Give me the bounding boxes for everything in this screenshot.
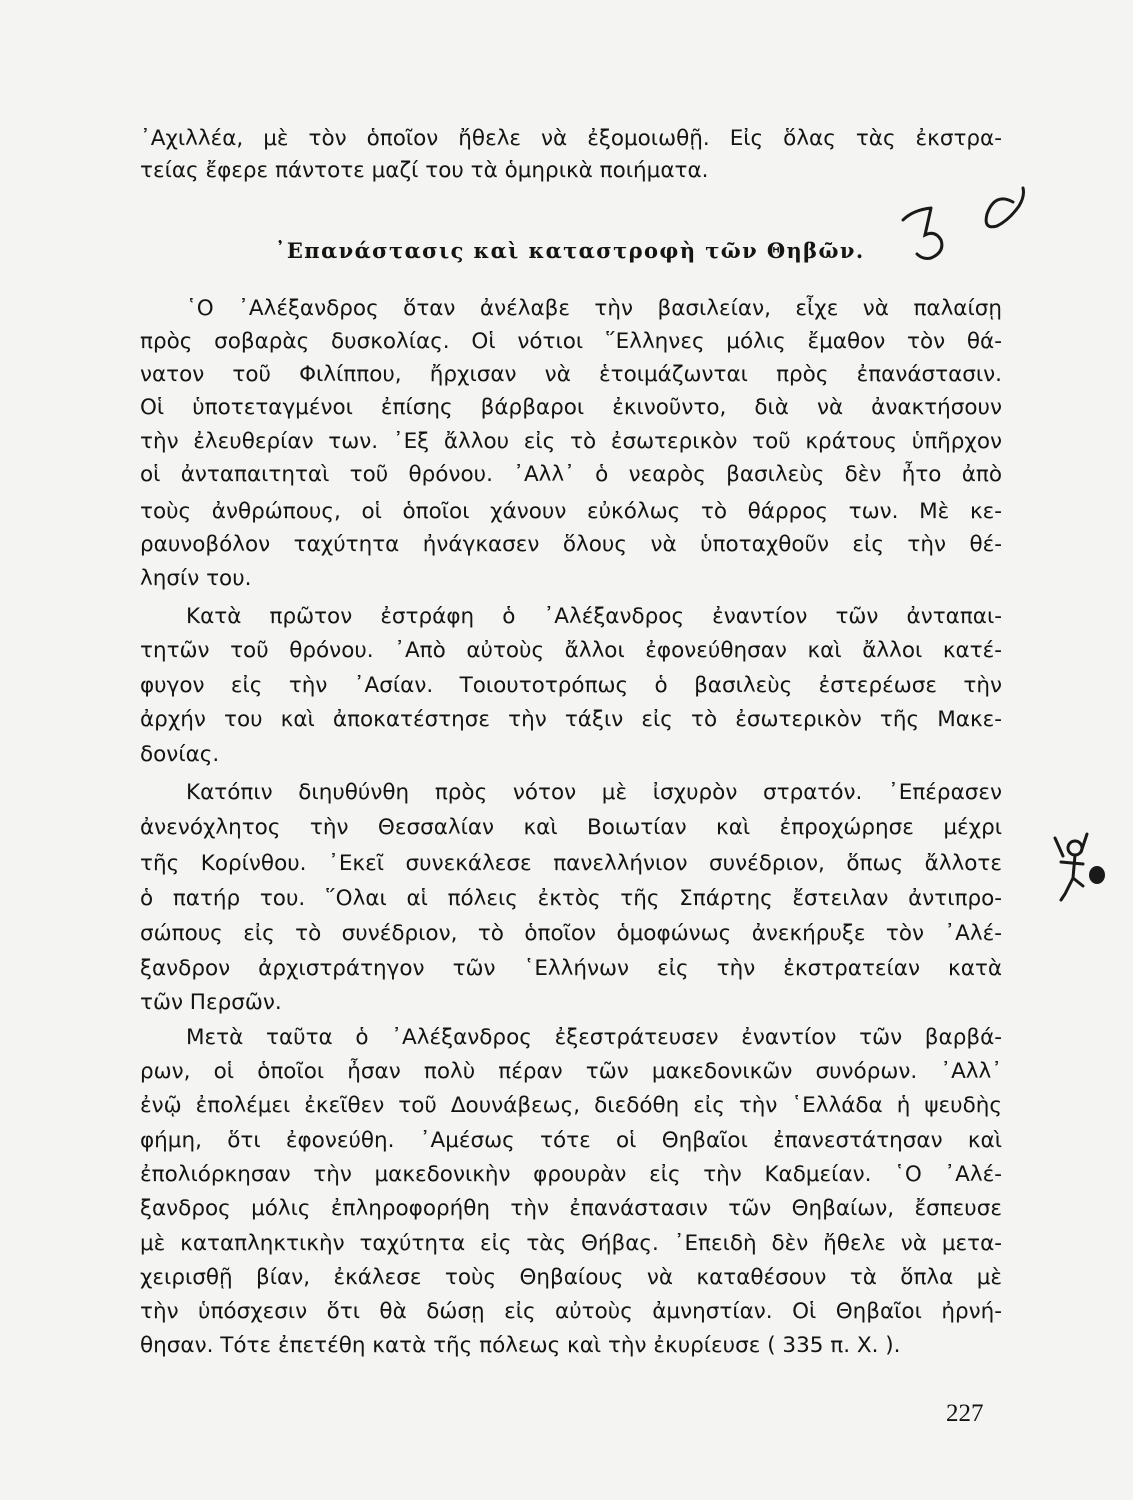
text-line: φήμη, ὅτι ἐφονεύθη. ᾿Αμέσως τότε οἱ Θηβαῖοι ἐπανεστάτησαν καὶ: [140, 1128, 1002, 1153]
text-line: ἀνενόχλητος τὴν Θεσσαλίαν καὶ Βοιωτίαν καὶ ἐπροχώρησε μέχρι: [140, 815, 1002, 840]
text-line: τῆς Κορίνθου. ᾿Εκεῖ συνεκάλεσε πανελλήνιον συνέδριον, ὅπως ἄλλοτε: [140, 851, 1002, 876]
text-line: Κατόπιν διηυθύνθη πρὸς νότον μὲ ἰσχυρὸν στρατόν. ᾿Επέρασεν: [186, 780, 1002, 805]
text-line: νατον τοῦ Φιλίππου, ἤρχισαν νὰ ἑτοιμάζωνται πρὸς ἐπανάστασιν.: [140, 362, 1002, 387]
section-heading: ᾿Επανάστασις καὶ καταστροφὴ τῶν Θηβῶν.: [275, 238, 865, 263]
handwritten-figure: [1035, 828, 1115, 908]
text-line: πρὸς σοβαρὰς δυσκολίας. Οἱ νότιοι ῞Ελληνες μόλις ἔμαθον τὸν θά-: [140, 329, 1002, 354]
text-line: ῾Ο ᾿Αλέξανδρος ὅταν ἀνέλαβε τὴν βασιλείαν, εἶχε νὰ παλαίσῃ: [186, 296, 1002, 321]
text-line: χειρισθῇ βίαν, ἐκάλεσε τοὺς Θηβαίους νὰ καταθέσουν τὰ ὅπλα μὲ: [140, 1265, 1002, 1290]
text-line: ραυνοβόλον ταχύτητα ἠνάγκασεν ὅλους νὰ ὑποταχθοῦν εἰς τὴν θέ-: [140, 532, 1002, 557]
text-line: δονίας.: [140, 742, 220, 767]
text-line: τὴν ὑπόσχεσιν ὅτι θὰ δώσῃ εἰς αὐτοὺς ἀμνηστίαν. Οἱ Θηβαῖοι ἠρνή-: [140, 1299, 1002, 1324]
text-line: ξανδρον ἀρχιστράτηγον τῶν ῾Ελλήνων εἰς τὴν ἐκστρατείαν κατὰ: [140, 956, 1002, 981]
text-line: ρων, οἱ ὁποῖοι ἦσαν πολὺ πέραν τῶν μακεδονικῶν συνόρων. ᾿Αλλ᾿: [140, 1059, 1002, 1084]
text-line: τείας ἔφερε πάντοτε μαζί του τὰ ὁμηρικὰ ποιήματα.: [140, 158, 709, 183]
handwritten-mark: [895, 180, 1045, 270]
text-line: ἀρχήν του καὶ ἀποκατέστησε τὴν τάξιν εἰς τὸ ἐσωτερικὸν τῆς Μακε-: [140, 707, 1002, 732]
text-line: ὁ πατήρ του. ῞Ολαι αἱ πόλεις ἐκτὸς τῆς Σπάρτης ἔστειλαν ἀντιπρο-: [140, 886, 1002, 911]
text-line: τὴν ἐλευθερίαν των. ᾿Εξ ἄλλου εἰς τὸ ἐσωτερικὸν τοῦ κράτους ὑπῆρχον: [140, 429, 1002, 454]
text-line: ξανδρος μόλις ἐπληροφορήθη τὴν ἐπανάστασιν τῶν Θηβαίων, ἔσπευσε: [140, 1196, 1002, 1221]
text-line: μὲ καταπληκτικὴν ταχύτητα εἰς τὰς Θήβας. ᾿Επειδὴ δὲν ἤθελε νὰ μετα-: [140, 1231, 1002, 1256]
page-number: 227: [946, 1400, 984, 1427]
text-line: ἐπολιόρκησαν τὴν μακεδονικὴν φρουρὰν εἰς τὴν Καδμείαν. ῾Ο ᾿Αλέ-: [140, 1162, 1002, 1187]
text-line: σώπους εἰς τὸ συνέδριον, τὸ ὁποῖον ὁμοφώνως ἀνεκήρυξε τὸν ᾿Αλέ-: [140, 921, 1002, 946]
text-line: λησίν του.: [140, 566, 252, 591]
text-line: Κατὰ πρῶτον ἐστράφη ὁ ᾿Αλέξανδρος ἐναντίον τῶν ἀνταπαι-: [186, 604, 1002, 629]
text-line: τοὺς ἀνθρώπους, οἱ ὁποῖοι χάνουν εὐκόλως τὸ θάρρος των. Μὲ κε-: [140, 499, 1002, 524]
text-line: Μετὰ ταῦτα ὁ ᾿Αλέξανδρος ἐξεστράτευσεν ἐναντίον τῶν βαρβά-: [186, 1025, 1002, 1050]
text-line: Οἱ ὑποτεταγμένοι ἐπίσης βάρβαροι ἐκινοῦντο, διὰ νὰ ἀνακτήσουν: [140, 395, 1002, 420]
text-line: τῶν Περσῶν.: [140, 990, 282, 1015]
text-line: τητῶν τοῦ θρόνου. ᾿Απὸ αὐτοὺς ἄλλοι ἐφονεύθησαν καὶ ἄλλοι κατέ-: [140, 638, 1002, 663]
text-line: φυγον εἰς τὴν ᾿Ασίαν. Τοιουτοτρόπως ὁ βασιλεὺς ἐστερέωσε τὴν: [140, 673, 1002, 698]
text-line: ἐνῷ ἐπολέμει ἐκεῖθεν τοῦ Δουνάβεως, διεδόθη εἰς τὴν ῾Ελλάδα ἡ ψευδὴς: [140, 1093, 1002, 1118]
text-line: ᾿Αχιλλέα, μὲ τὸν ὁποῖον ἤθελε νὰ ἐξομοιωθῇ. Εἰς ὅλας τὰς ἐκστρα-: [140, 126, 1002, 151]
text-line: οἱ ἀνταπαιτηταὶ τοῦ θρόνου. ᾿Αλλ᾿ ὁ νεαρὸς βασιλεὺς δὲν ἦτο ἀπὸ: [140, 462, 1002, 487]
text-line: θησαν. Τότε ἐπετέθη κατὰ τῆς πόλεως καὶ τὴν ἐκυρίευσε ( 335 π. Χ. ).: [140, 1333, 901, 1358]
